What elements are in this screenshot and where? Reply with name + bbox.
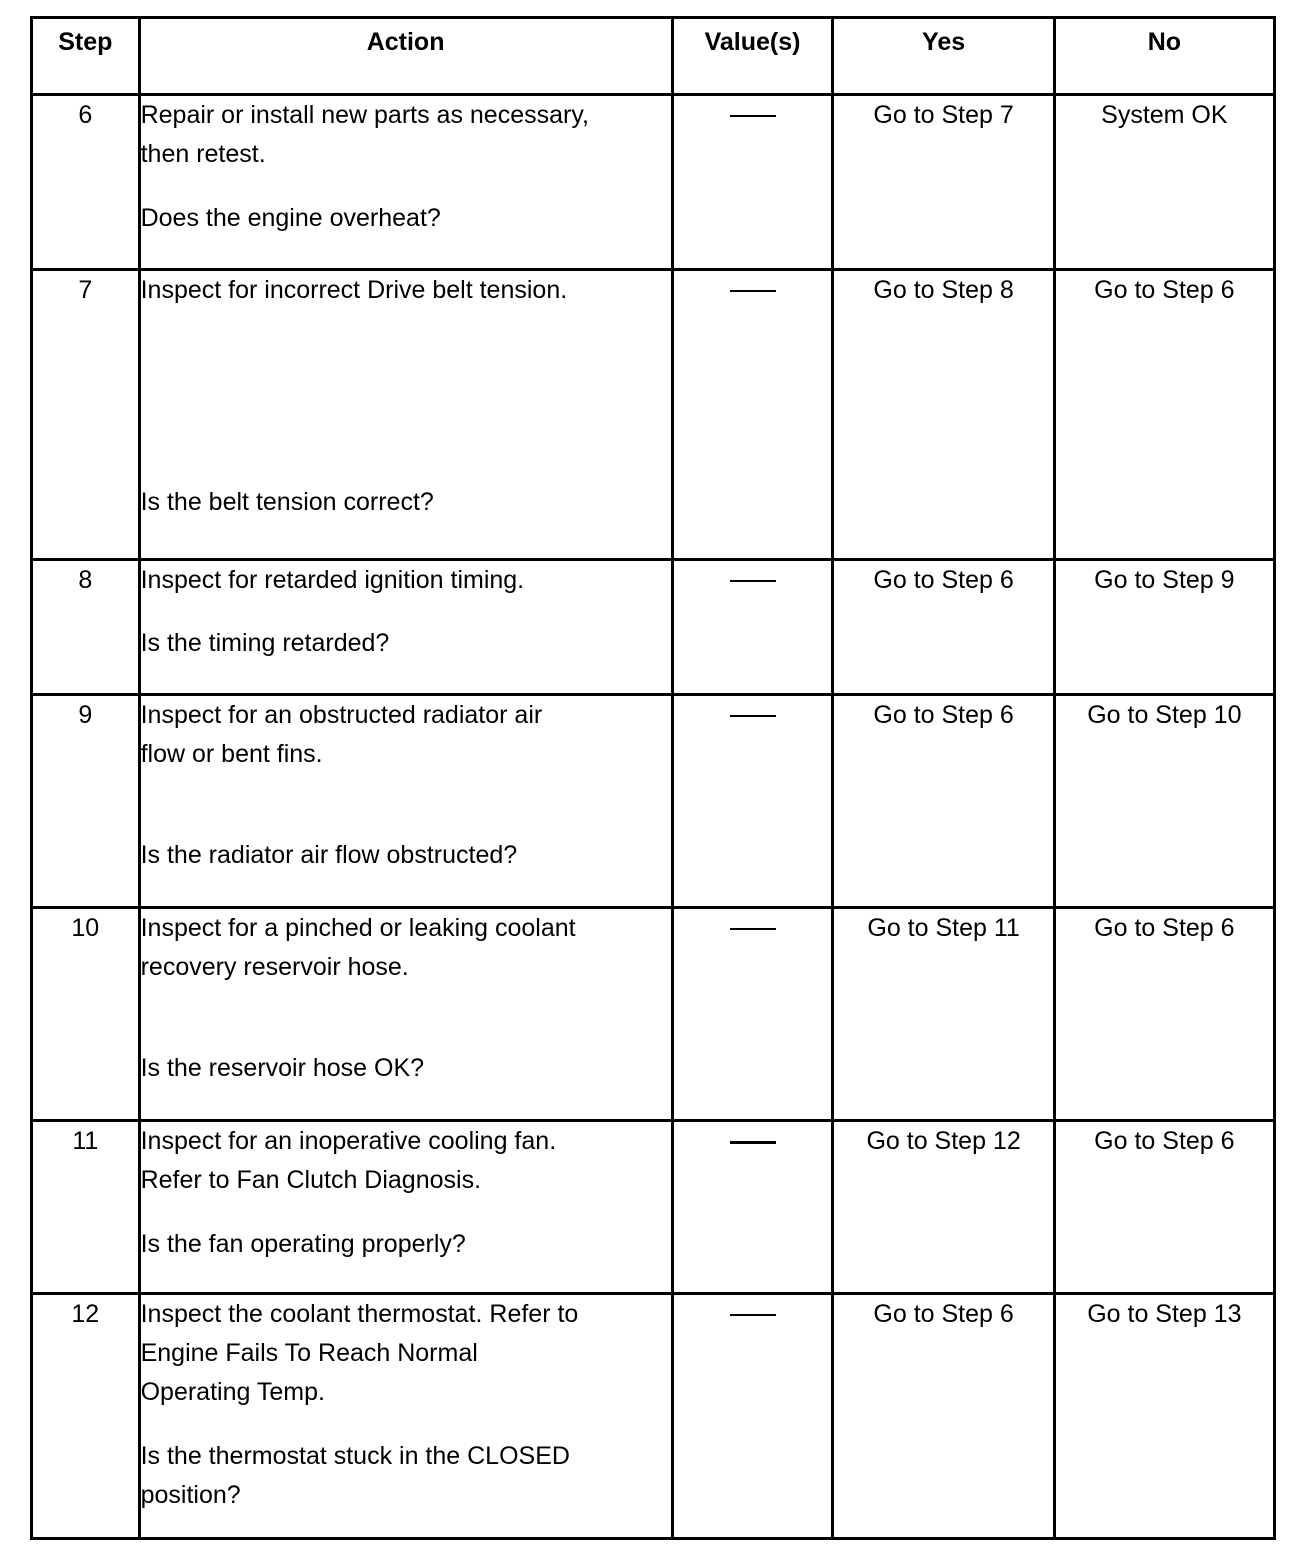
value-dash — [730, 290, 776, 292]
action-text: then retest. — [140, 140, 266, 168]
value-dash — [730, 1314, 776, 1316]
action-text: Refer to Fan Clutch Diagnosis. — [140, 1166, 482, 1194]
value-cell — [672, 908, 833, 1121]
value-cell — [672, 695, 833, 908]
action-text: flow or bent fins. — [140, 740, 323, 768]
yes-result: Go to Step 12 — [833, 1121, 1054, 1294]
table-row — [32, 95, 1275, 270]
table-body — [32, 95, 1275, 1539]
action-text: Inspect for a pinched or leaking coolant — [140, 914, 576, 942]
action-cell — [139, 1121, 672, 1294]
action-text: Operating Temp. — [140, 1378, 325, 1406]
question-text: Is the fan operating properly? — [140, 1230, 466, 1258]
value-dash — [730, 115, 776, 117]
no-result: Go to Step 6 — [1054, 270, 1274, 560]
yes-result: Go to Step 6 — [833, 695, 1054, 908]
table-row — [32, 560, 1275, 695]
question-text: Is the thermostat stuck in the CLOSED — [140, 1442, 570, 1470]
action-text: Inspect for retarded ignition timing. — [140, 566, 525, 594]
value-cell — [672, 270, 833, 560]
action-text: Engine Fails To Reach Normal — [140, 1339, 478, 1367]
action-cell — [139, 1294, 672, 1539]
question-text: Is the belt tension correct? — [140, 488, 434, 516]
value-cell — [672, 1294, 833, 1539]
table-row — [32, 1294, 1275, 1539]
header-step: Step — [32, 18, 140, 95]
value-cell — [672, 95, 833, 270]
value-dash — [730, 715, 776, 717]
no-result: Go to Step 10 — [1054, 695, 1274, 908]
no-result: Go to Step 6 — [1054, 1121, 1274, 1294]
question-text: Is the radiator air flow obstructed? — [140, 841, 518, 869]
action-text: Inspect for an obstructed radiator air — [140, 701, 543, 729]
table-row — [32, 695, 1275, 908]
action-text: Repair or install new parts as necessary, — [140, 101, 589, 129]
yes-result: Go to Step 8 — [833, 270, 1054, 560]
step-number: 8 — [32, 560, 140, 695]
table-row — [32, 270, 1275, 560]
question-text: Is the timing retarded? — [140, 629, 390, 657]
step-number: 12 — [32, 1294, 140, 1539]
action-cell — [139, 95, 672, 270]
value-dash — [730, 1141, 776, 1144]
question-text: Is the reservoir hose OK? — [140, 1054, 425, 1082]
no-result: Go to Step 6 — [1054, 908, 1274, 1121]
value-dash — [730, 928, 776, 930]
action-cell — [139, 908, 672, 1121]
yes-result: Go to Step 11 — [833, 908, 1054, 1121]
step-number: 10 — [32, 908, 140, 1121]
step-number: 9 — [32, 695, 140, 908]
yes-result: Go to Step 6 — [833, 560, 1054, 695]
action-text: Inspect for incorrect Drive belt tension. — [140, 276, 568, 304]
no-result: Go to Step 9 — [1054, 560, 1274, 695]
value-dash — [730, 580, 776, 582]
yes-result: Go to Step 7 — [833, 95, 1054, 270]
table-row — [32, 1121, 1275, 1294]
yes-result: Go to Step 6 — [833, 1294, 1054, 1539]
header-no: No — [1054, 18, 1274, 95]
header-values: Value(s) — [672, 18, 833, 95]
header-action: Action — [139, 18, 672, 95]
action-text: Inspect for an inoperative cooling fan. — [140, 1127, 557, 1155]
value-cell — [672, 1121, 833, 1294]
diagnostic-table — [30, 16, 1276, 1540]
value-cell — [672, 560, 833, 695]
table-row — [32, 908, 1275, 1121]
action-cell — [139, 695, 672, 908]
step-number: 6 — [32, 95, 140, 270]
question-text: Does the engine overheat? — [140, 204, 441, 232]
action-cell — [139, 270, 672, 560]
no-result: System OK — [1054, 95, 1274, 270]
no-result: Go to Step 13 — [1054, 1294, 1274, 1539]
header-yes: Yes — [833, 18, 1054, 95]
action-text: recovery reservoir hose. — [140, 953, 409, 981]
action-cell — [139, 560, 672, 695]
header-row — [32, 18, 1275, 95]
question-text: position? — [140, 1481, 241, 1509]
step-number: 7 — [32, 270, 140, 560]
step-number: 11 — [32, 1121, 140, 1294]
action-text: Inspect the coolant thermostat. Refer to — [140, 1300, 579, 1328]
